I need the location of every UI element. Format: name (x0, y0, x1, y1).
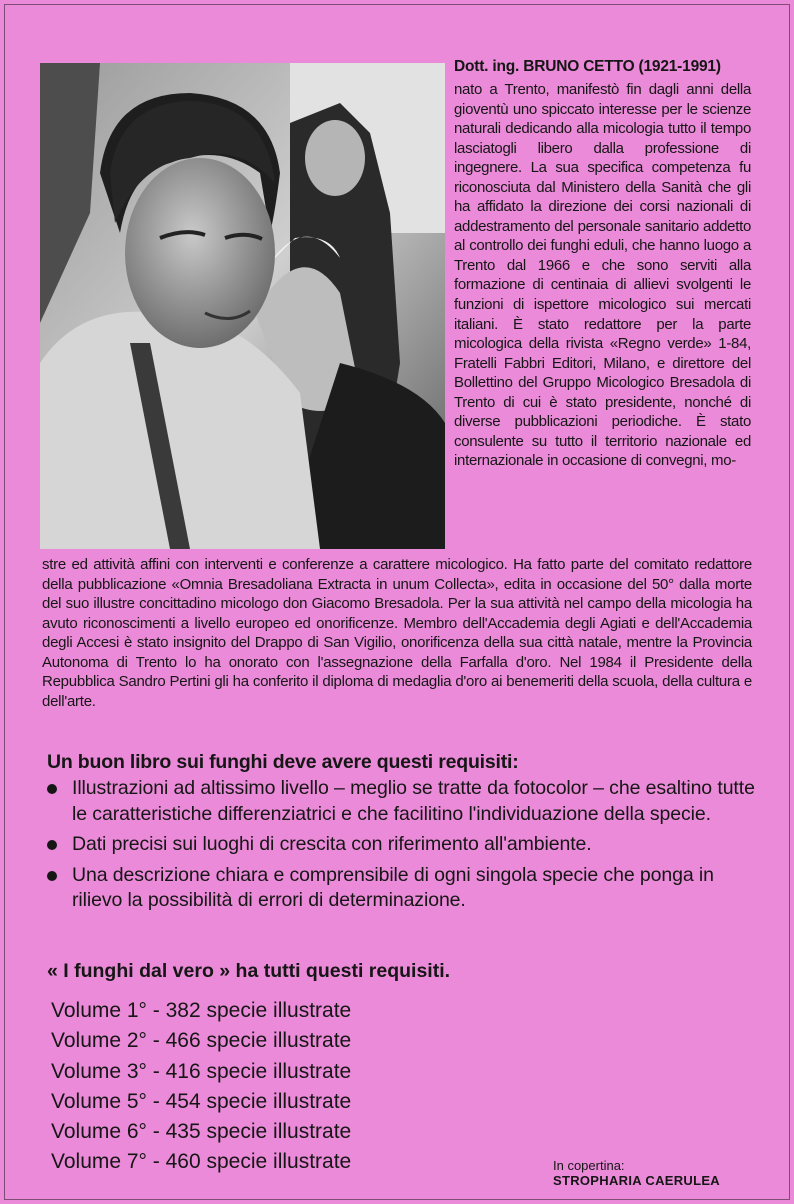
volume-item: Volume 6° - 435 specie illustrate (51, 1120, 352, 1144)
requirement-text: Illustrazioni ad altissimo livello – meglio se tratte da fotocolor – che esaltino tutte le caratteristiche differenziatrici e che facilitino l'individuazione della specie. (72, 777, 755, 825)
requirement-text: Dati precisi sui luoghi di crescita con riferimento all'ambiente. (72, 833, 592, 855)
requirement-text: Una descrizione chiara e comprensibile di ogni singola specie che ponga in rilievo la possibilità di errori di determinazione. (72, 863, 714, 911)
volume-item: Volume 3° - 416 specie illustrate (51, 1059, 352, 1083)
volume-item: Volume 7° - 460 specie illustrate (51, 1150, 352, 1174)
volume-item: Volume 1° - 382 specie illustrate (51, 999, 352, 1022)
volume-item: Volume 2° - 466 specie illustrate (51, 1029, 352, 1053)
author-photo (40, 63, 445, 549)
volume-item: Volume 5° - 454 specie illustrate (51, 1089, 352, 1113)
requirement-item (44, 863, 759, 914)
volumes-list (51, 996, 351, 1178)
summary-line: « I funghi dal vero » ha tutti questi requisiti. (47, 960, 451, 982)
photo-graphic (40, 63, 445, 549)
bullet-icon (47, 871, 57, 881)
author-heading: Dott. ing. BRUNO CETTO (1921-1991) (454, 58, 721, 75)
cover-label: In copertina: (553, 1158, 625, 1173)
requirements-title: Un buon libro sui funghi deve avere questi requisiti: (47, 751, 519, 773)
bullet-icon (47, 840, 57, 850)
bullet-icon (47, 784, 57, 794)
requirement-item (44, 832, 759, 858)
requirements-list (44, 776, 759, 919)
biography-bottom: stre ed attività affini con interventi e conferenze a carattere micologico. Ha fatto parte del comitato redattore della pubblicazione «Omnia Bresadoliana Extracta in unum Collecta», edita in occasione del 50° dalla morte del suo illustre concittadino micologo don Giacomo Bresadola. Per la sua attività nel campo della micologia ha avuto riconoscimenti a livello europeo ed onorificenze. Membro dell'Accademia degli Agiati e dell'Accademia degli Accesi è stato insignito del Drappo di San Vigilio, onorificenza della sua città natale, mentre la Provincia Autonoma di Trento lo ha onorato con l'assegnazione della Farfalla d'oro. Nel 1984 il Presidente della Repubblica Sandro Pertini gli ha conferito il diploma di medaglia d'oro ai benemeriti della scuola, della cultura e dell'arte. (42, 556, 752, 710)
biography-side: nato a Trento, manifestò fin dagli anni della gioventù uno spiccato interesse per le scienze naturali dedicando alla micologia tutto il tempo lasciatogli libero dalla professione di ingegnere. La sua specifica competenza fu riconosciuta dal Ministero della Sanità che gli ha affidato la direzione dei corsi nazionali di addestramento del personale sanitario addetto al controllo dei funghi eduli, che hanno luogo a Trento dal 1966 e che sono serviti alla formazione di centinaia di allievi svolgenti le funzioni di ispettore micologico sui mercati italiani. È stato redattore per la parte micologica della rivista «Regno verde» 1-84, Fratelli Fabbri Editori, Milano, e direttore del Bollettino del Gruppo Micologico Bresadola di Trento di cui è stato presidente, nonché di diverse pubblicazioni periodiche. È stato consulente su tutto il territorio nazionale ed internazionale in occasione di convegni, mo- (454, 81, 751, 470)
requirement-item (44, 776, 759, 827)
cover-species: STROPHARIA CAERULEA (553, 1173, 721, 1188)
